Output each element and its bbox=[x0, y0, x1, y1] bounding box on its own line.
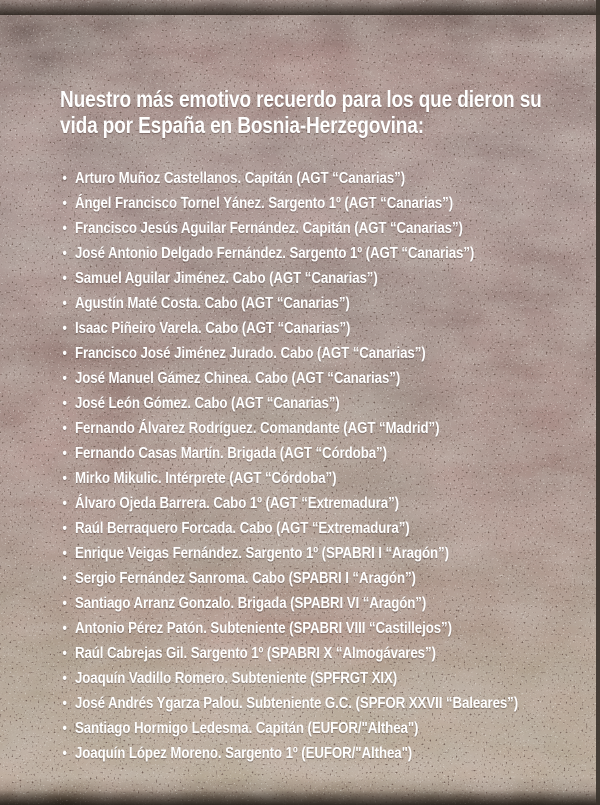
list-item-text: Fernando Casas Martín. Brigada (AGT “Córdoba”) bbox=[74, 445, 387, 462]
list-item bbox=[60, 441, 518, 466]
list-item bbox=[60, 641, 518, 666]
bullet-icon: • bbox=[62, 195, 67, 212]
list-item-text: José Antonio Delgado Fernández. Sargento 1º (AGT “Canarias”) bbox=[74, 245, 475, 262]
list-item bbox=[60, 366, 518, 391]
list-item-text: Álvaro Ojeda Barrera. Cabo 1º (AGT “Extremadura”) bbox=[74, 495, 399, 512]
list-item-text: Francisco Jesús Aguilar Fernández. Capitán (AGT “Canarias”) bbox=[74, 220, 463, 237]
list-item-text: Raúl Berraquero Forcada. Cabo (AGT “Extremadura”) bbox=[74, 520, 410, 537]
bullet-icon: • bbox=[62, 595, 67, 612]
list-item-text: Joaquín López Moreno. Sargento 1º (EUFOR/"Althea") bbox=[74, 745, 413, 762]
list-item-text: Santiago Arranz Gonzalo. Brigada (SPABRI VI “Aragón”) bbox=[74, 595, 427, 612]
bullet-icon: • bbox=[62, 320, 67, 337]
bullet-icon: • bbox=[62, 645, 67, 662]
bullet-icon: • bbox=[62, 745, 67, 762]
list-item bbox=[60, 616, 518, 641]
memorial-list bbox=[60, 166, 518, 766]
list-item-text: Mirko Mikulic. Intérprete (AGT “Córdoba”) bbox=[74, 470, 337, 487]
bullet-icon: • bbox=[62, 720, 67, 737]
list-item bbox=[60, 716, 518, 741]
list-item-text: Joaquín Vadillo Romero. Subteniente (SPFRGT XIX) bbox=[74, 670, 398, 687]
list-item bbox=[60, 691, 518, 716]
list-item-text: Ángel Francisco Tornel Yánez. Sargento 1º (AGT “Canarias”) bbox=[74, 195, 454, 212]
page-title bbox=[60, 86, 542, 138]
page-title-line2: vida por España en Bosnia-Herzegovina: bbox=[60, 112, 424, 138]
bullet-icon: • bbox=[62, 220, 67, 237]
list-item bbox=[60, 191, 518, 216]
list-item-text: Sergio Fernández Sanroma. Cabo (SPABRI I “Aragón”) bbox=[74, 570, 416, 587]
list-item-text: Raúl Cabrejas Gil. Sargento 1º (SPABRI X “Almogávares”) bbox=[74, 645, 436, 662]
bullet-icon: • bbox=[62, 270, 67, 287]
list-item-text: José Andrés Ygarza Palou. Subteniente G.C. (SPFOR XXVII “Baleares”) bbox=[74, 695, 519, 712]
list-item bbox=[60, 541, 518, 566]
list-item bbox=[60, 566, 518, 591]
bullet-icon: • bbox=[62, 345, 67, 362]
list-item bbox=[60, 391, 518, 416]
bullet-icon: • bbox=[62, 520, 67, 537]
list-item bbox=[60, 316, 518, 341]
bullet-icon: • bbox=[62, 470, 67, 487]
list-item bbox=[60, 341, 518, 366]
list-item bbox=[60, 291, 518, 316]
list-item bbox=[60, 416, 518, 441]
bullet-icon: • bbox=[62, 420, 67, 437]
bullet-icon: • bbox=[62, 495, 67, 512]
list-item bbox=[60, 591, 518, 616]
bullet-icon: • bbox=[62, 670, 67, 687]
list-item bbox=[60, 741, 518, 766]
bullet-icon: • bbox=[62, 370, 67, 387]
list-item-text: Fernando Álvarez Rodríguez. Comandante (AGT “Madrid”) bbox=[74, 420, 440, 437]
list-item-text: Samuel Aguilar Jiménez. Cabo (AGT “Canarias”) bbox=[74, 270, 378, 287]
list-item bbox=[60, 266, 518, 291]
list-item bbox=[60, 216, 518, 241]
bullet-icon: • bbox=[62, 695, 67, 712]
list-item-text: Agustín Maté Costa. Cabo (AGT “Canarias”) bbox=[74, 295, 350, 312]
bullet-icon: • bbox=[62, 245, 67, 262]
list-item-text: Antonio Pérez Patón. Subteniente (SPABRI VIII “Castillejos”) bbox=[74, 620, 452, 637]
list-item-text: Arturo Muñoz Castellanos. Capitán (AGT “Canarias”) bbox=[74, 170, 406, 187]
list-item-text: Isaac Piñeiro Varela. Cabo (AGT “Canarias”) bbox=[74, 320, 351, 337]
list-item bbox=[60, 466, 518, 491]
list-item-text: Enrique Veigas Fernández. Sargento 1º (SPABRI I “Aragón”) bbox=[74, 545, 449, 562]
bullet-icon: • bbox=[62, 620, 67, 637]
list-item bbox=[60, 516, 518, 541]
bullet-icon: • bbox=[62, 445, 67, 462]
bullet-icon: • bbox=[62, 570, 67, 587]
list-item-text: José León Gómez. Cabo (AGT “Canarias”) bbox=[74, 395, 340, 412]
bullet-icon: • bbox=[62, 395, 67, 412]
list-item bbox=[60, 241, 518, 266]
list-item-text: Santiago Hormigo Ledesma. Capitán (EUFOR/"Althea") bbox=[74, 720, 419, 737]
bullet-icon: • bbox=[62, 295, 67, 312]
list-item bbox=[60, 166, 518, 191]
page-title-line1: Nuestro más emotivo recuerdo para los que dieron su bbox=[60, 86, 542, 112]
list-item bbox=[60, 666, 518, 691]
list-item-text: Francisco José Jiménez Jurado. Cabo (AGT “Canarias”) bbox=[74, 345, 426, 362]
list-item-text: José Manuel Gámez Chinea. Cabo (AGT “Canarias”) bbox=[74, 370, 401, 387]
bullet-icon: • bbox=[62, 170, 67, 187]
list-item bbox=[60, 491, 518, 516]
bullet-icon: • bbox=[62, 545, 67, 562]
